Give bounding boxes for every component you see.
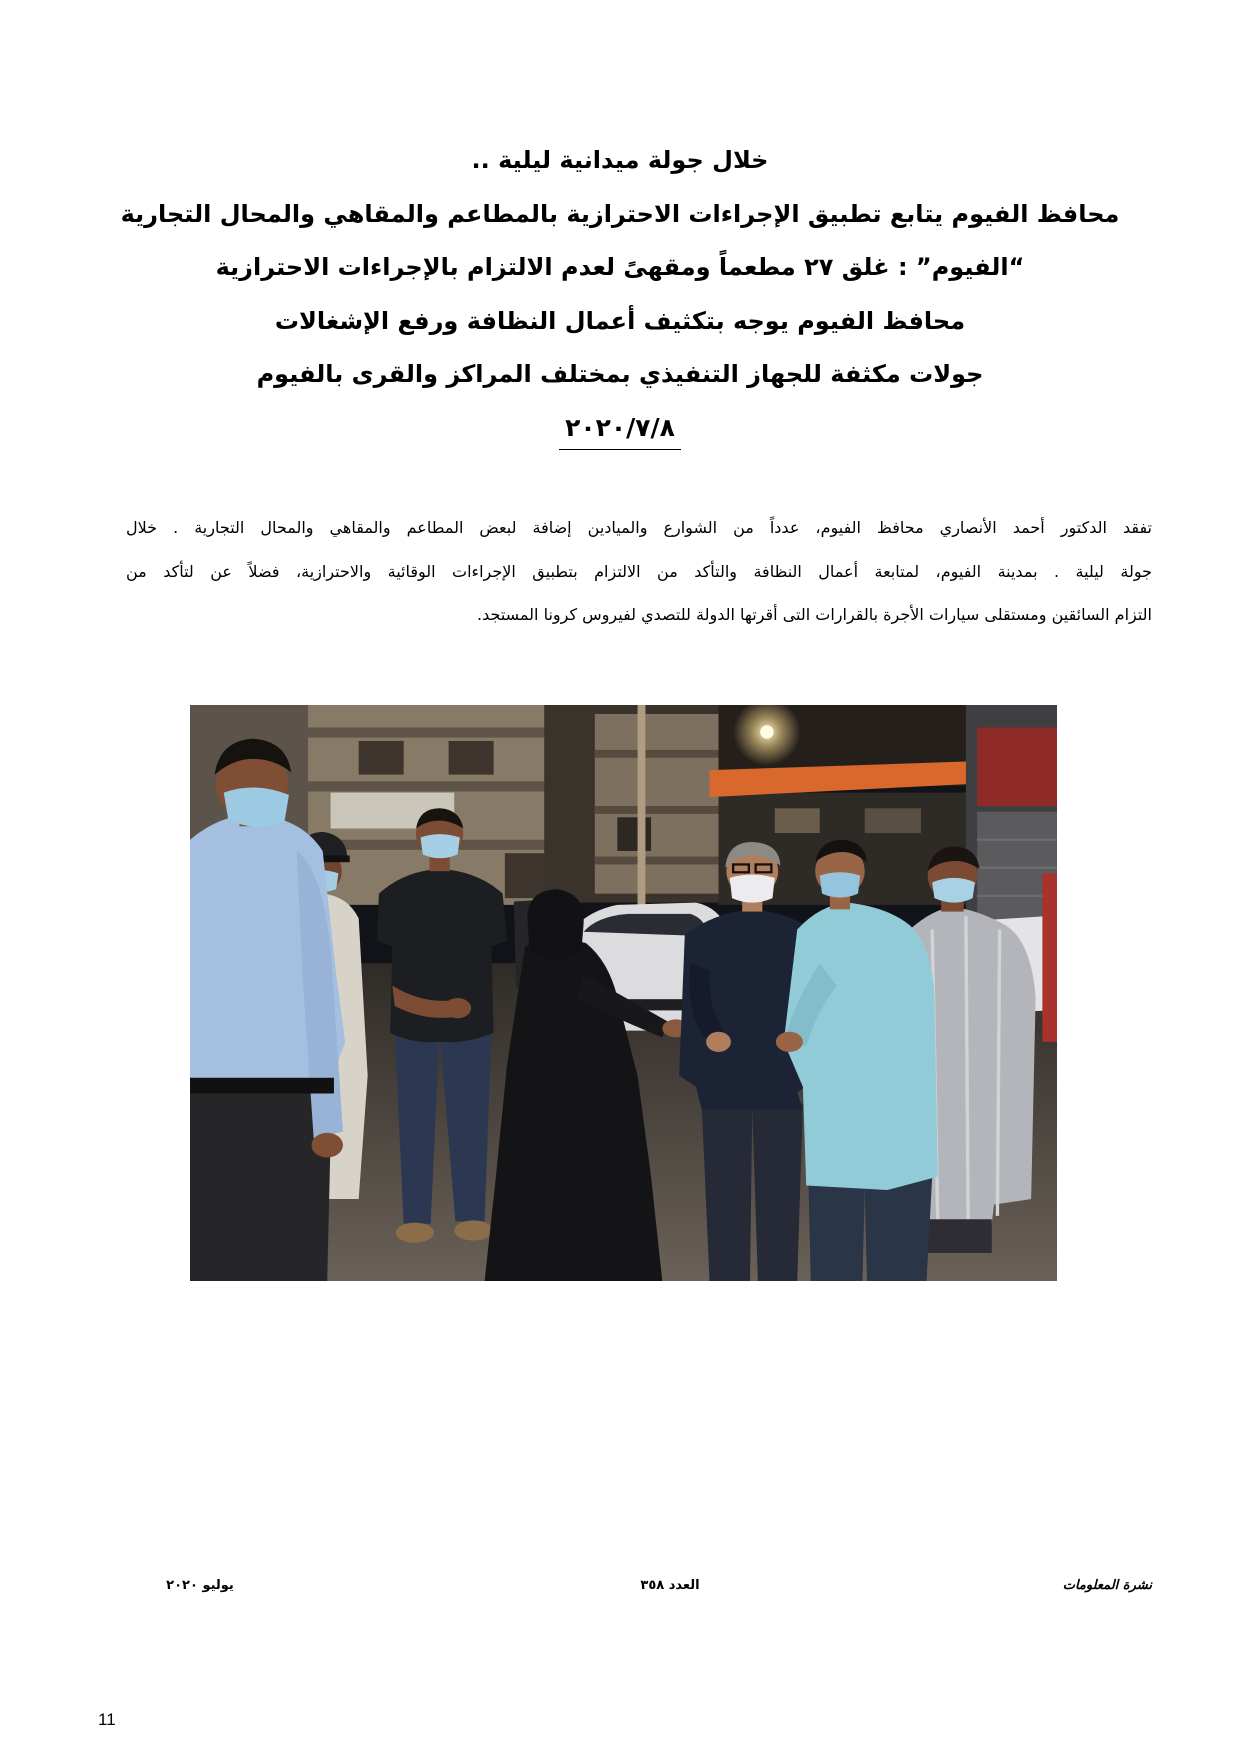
page-number: 11: [98, 1710, 116, 1729]
headline-title: محافظ الفيوم يتابع تطبيق الإجراءات الاحترازية بالمطاعم والمقاهي والمحال التجارية: [120, 199, 1120, 228]
headline-subtitle-cleaning: محافظ الفيوم يوجه بتكثيف أعمال النظافة ورفع الإشغالات: [274, 306, 966, 335]
hand: [776, 1032, 803, 1052]
article-body-line: التزام السائقين ومستقلى سيارات الأجرة بالقرارات التى أقرتها الدولة للتصدي لفيروس كرونا المستجد.: [477, 605, 1152, 624]
face-mask: [932, 878, 975, 903]
event-photo: [190, 705, 1057, 1281]
footer-publication-name: نشرة المعلومات: [1062, 1578, 1152, 1593]
headline-subtitle-tours: جولات مكثفة للجهاز التنفيذي بمختلف المراكز والقرى بالفيوم: [256, 360, 984, 388]
headline-date: ٢٠٢٠/٧/٨: [559, 411, 681, 450]
headline-kicker: خلال جولة ميدانية ليلية ..: [471, 146, 769, 174]
face-mask: [224, 787, 289, 826]
apartment-building-center: [544, 705, 724, 903]
hand: [706, 1032, 731, 1052]
headscarf: [527, 889, 583, 959]
headline-block: [40, 134, 1200, 455]
shoe: [454, 1220, 492, 1240]
article-body-line: تفقد الدكتور أحمد الأنصاري محافظ الفيوم، عدداً من الشوارع والميادين إضافة لبعض المطاعم والمقاهي والمحال التجارية . خلال: [126, 518, 1152, 537]
person-far-right-edge: [1042, 873, 1057, 1041]
red-shutter: [977, 727, 1057, 806]
belt: [190, 1078, 334, 1094]
headline-date-line: [40, 402, 1200, 456]
article-body-line: جولة ليلية . بمدينة الفيوم، لمتابعة أعمال النظافة والتأكد من الالتزام بتطبيق الإجراءات الوقائية والاحترازية، فضلاً عن لتأكد من: [126, 561, 1152, 581]
face-mask: [730, 875, 775, 903]
article-body: [126, 506, 1152, 637]
hand: [311, 1133, 342, 1158]
shoe: [396, 1223, 434, 1243]
utility-pole: [638, 705, 646, 914]
footer-issue-number: العدد ٣٥٨: [640, 1578, 700, 1593]
face-mask: [820, 872, 860, 897]
footer-issue-date: يوليو ٢٠٢٠: [166, 1578, 234, 1593]
face-mask: [421, 834, 460, 858]
headline-subtitle-closures: “الفيوم” : غلق ٢٧ مطعماً ومقهىً لعدم الالتزام بالإجراءات الاحترازية: [215, 253, 1025, 281]
event-photo-illustration: [190, 705, 1057, 1281]
